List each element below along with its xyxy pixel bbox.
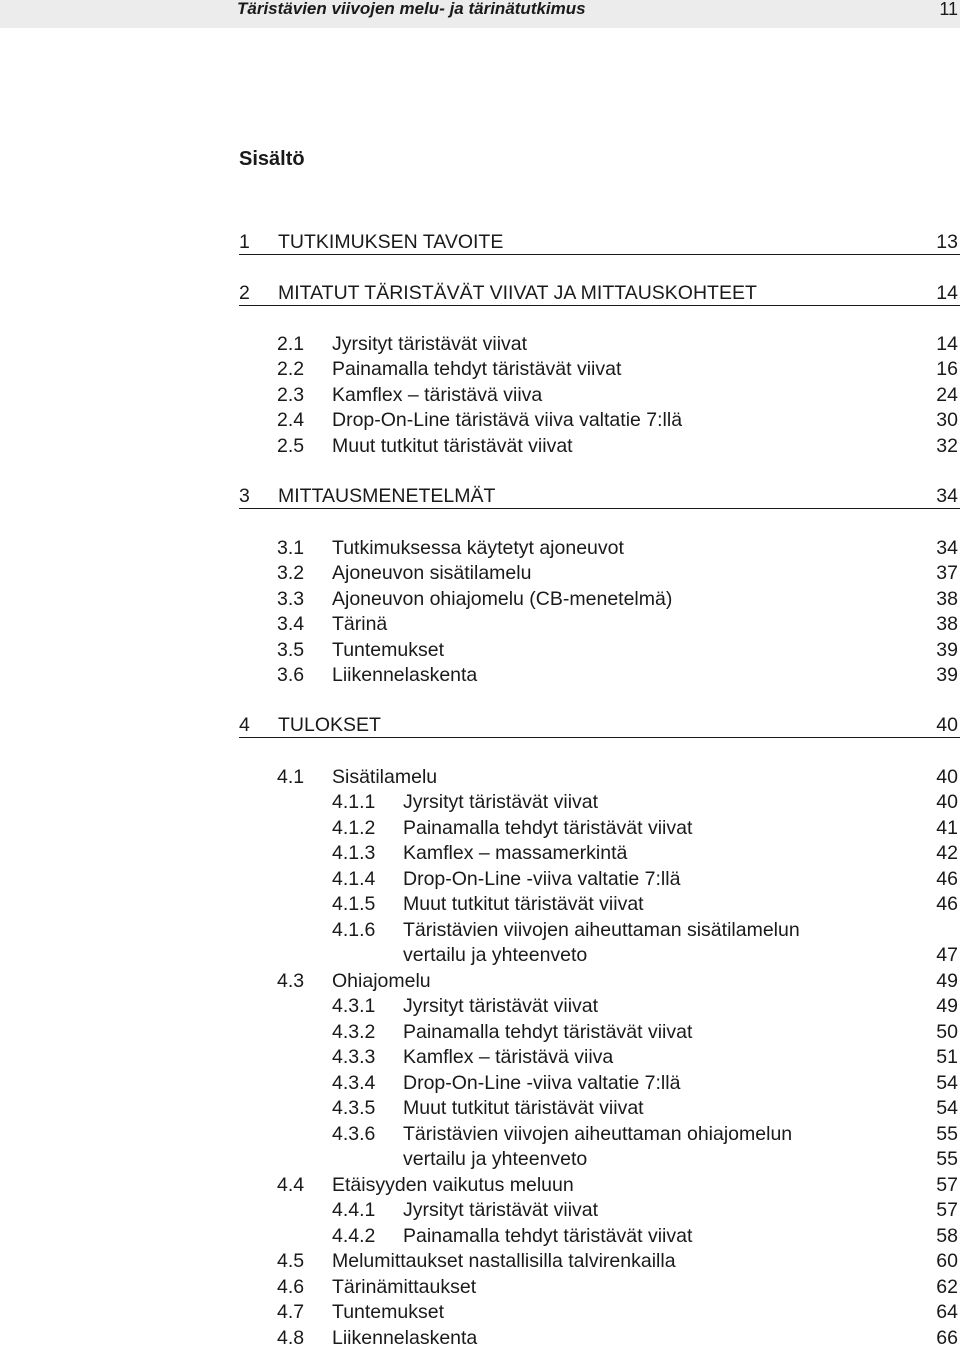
toc-entry-page: 34 [936,485,958,507]
toc-entry-page: 38 [936,613,958,635]
toc-entry-page: 40 [936,766,958,788]
toc-entry-title: Liikennelaskenta [332,664,478,686]
toc-entry[interactable] [0,587,960,612]
toc-entry-title: Tuntemukset [332,1301,444,1323]
toc-entry-number: 4 [239,714,250,736]
toc-entry-number: 3.5 [277,639,305,661]
toc-entry-number: 4.3.1 [332,995,376,1017]
toc-entry[interactable] [0,943,960,968]
toc-entry-title: Liikennelaskenta [332,1327,478,1349]
toc-entry-number: 2 [239,282,250,304]
toc-entry-number: 4.4.2 [332,1225,376,1247]
toc-entry-title: Drop-On-Line -viiva valtatie 7:llä [403,868,681,890]
header-title: Täristävien viivojen melu- ja tärinätutkimus [237,0,586,18]
toc-entry-title: Kamflex – täristävä viiva [403,1046,614,1068]
toc-entry-number: 2.4 [277,409,305,431]
toc-entry-page: 55 [936,1148,958,1170]
toc-entry[interactable] [0,1122,960,1147]
toc-entry-title: Jyrsityt täristävät viivat [403,995,599,1017]
toc-entry-title: Ajoneuvon ohiajomelu (CB-menetelmä) [332,588,673,610]
toc-entry-title: TULOKSET [278,714,381,736]
toc-entry-title: Tärinämittaukset [332,1276,477,1298]
toc-entry-title: Kamflex – massamerkintä [403,842,628,864]
toc-entry[interactable] [0,1020,960,1045]
toc-entry-number: 4.3.4 [332,1072,376,1094]
toc-entry-number: 3.6 [277,664,305,686]
toc-entry-number: 2.2 [277,358,305,380]
toc-entry-title: TUTKIMUKSEN TAVOITE [278,231,504,253]
toc-entry-title: MITATUT TÄRISTÄVÄT VIIVAT JA MITTAUSKOHTEET [278,282,757,304]
toc-entry-page: 47 [936,944,958,966]
toc-entry-page: 16 [936,358,958,380]
toc-entry[interactable] [0,561,960,586]
toc-entry-title: Jyrsityt täristävät viivat [332,333,528,355]
toc-entry-number: 1 [239,231,250,253]
toc-chapter-entry[interactable] [239,713,960,738]
toc-entry[interactable] [0,1249,960,1274]
toc-entry-number: 4.1.2 [332,817,376,839]
toc-entry[interactable] [0,790,960,815]
toc-entry-page: 64 [936,1301,958,1323]
toc-entry-number: 4.1.1 [332,791,376,813]
toc-entry-number: 3.3 [277,588,305,610]
toc-entry-number: 4.6 [277,1276,305,1298]
toc-entry[interactable] [0,1326,960,1351]
toc-entry-title: vertailu ja yhteenveto [403,944,588,966]
toc-entry-number: 4.1 [277,766,305,788]
header-page-number: 11 [939,0,958,19]
toc-entry[interactable] [0,332,960,357]
toc-entry-page: 39 [936,639,958,661]
toc-entry[interactable] [0,892,960,917]
toc-entry-page: 40 [936,714,958,736]
toc-entry-number: 4.3.3 [332,1046,376,1068]
toc-entry[interactable] [0,536,960,561]
toc-entry-number: 4.1.5 [332,893,376,915]
toc-entry-title: Muut tutkitut täristävät viivat [403,1097,644,1119]
toc-entry[interactable] [0,969,960,994]
toc-entry[interactable] [0,1224,960,1249]
toc-entry[interactable] [0,1173,960,1198]
toc-entry-page: 57 [936,1199,958,1221]
toc-entry-page: 34 [936,537,958,559]
toc-entry-page: 54 [936,1072,958,1094]
toc-entry-number: 4.4 [277,1174,305,1196]
toc-entry[interactable] [0,408,960,433]
toc-entry-page: 38 [936,588,958,610]
toc-entry[interactable] [0,638,960,663]
toc-entry-title: Painamalla tehdyt täristävät viivat [403,1021,693,1043]
toc-entry-title: Ohiajomelu [332,970,431,992]
toc-entry-title: Muut tutkitut täristävät viivat [403,893,644,915]
toc-entry[interactable] [0,1198,960,1223]
toc-entry-page: 46 [936,868,958,890]
toc-entry-number: 3 [239,485,250,507]
toc-entry-number: 3.4 [277,613,305,635]
toc-entry-page: 54 [936,1097,958,1119]
toc-entry-page: 50 [936,1021,958,1043]
toc-entry-title: Melumittaukset nastallisilla talvirenkailla [332,1250,676,1272]
toc-entry-number: 2.3 [277,384,305,406]
toc-entry[interactable] [0,357,960,382]
toc-entry-page: 51 [936,1046,958,1068]
toc-entry-page: 60 [936,1250,958,1272]
toc-entry[interactable] [0,867,960,892]
toc-entry-number: 4.3.5 [332,1097,376,1119]
toc-entry-page: 30 [936,409,958,431]
toc-entry-title: Täristävien viivojen aiheuttaman ohiajomelun [403,1123,793,1145]
toc-entry-number: 4.5 [277,1250,305,1272]
toc-entry-title: Tuntemukset [332,639,444,661]
toc-entry-page: 39 [936,664,958,686]
toc-entry-title: Drop-On-Line -viiva valtatie 7:llä [403,1072,681,1094]
toc-entry[interactable] [0,1071,960,1096]
toc-entry[interactable] [0,994,960,1019]
toc-entry[interactable] [0,612,960,637]
toc-entry-page: 49 [936,995,958,1017]
toc-entry-page: 14 [936,282,958,304]
toc-entry[interactable] [0,434,960,459]
toc-entry[interactable] [0,816,960,841]
toc-entry-title: Kamflex – täristävä viiva [332,384,543,406]
toc-entry-page: 41 [936,817,958,839]
toc-entry-page: 14 [936,333,958,355]
toc-entry-number: 4.1.6 [332,919,376,941]
toc-entry-title: Painamalla tehdyt täristävät viivat [403,817,693,839]
toc-entry-title: Tutkimuksessa käytetyt ajoneuvot [332,537,624,559]
toc-entry[interactable] [0,1275,960,1300]
toc-entry-title: Täristävien viivojen aiheuttaman sisätilamelun [403,919,800,941]
toc-entry-number: 2.1 [277,333,305,355]
toc-entry[interactable] [0,841,960,866]
toc-entry[interactable] [0,1300,960,1325]
toc-entry-number: 2.5 [277,435,305,457]
toc-entry-number: 4.1.4 [332,868,376,890]
toc-entry-title: vertailu ja yhteenveto [403,1148,588,1170]
toc-entry-page: 62 [936,1276,958,1298]
toc-entry-title: Jyrsityt täristävät viivat [403,1199,599,1221]
toc-heading: Sisältö [239,148,305,170]
toc-entry[interactable] [0,765,960,790]
toc-entry-number: 4.4.1 [332,1199,376,1221]
toc-entry-title: Painamalla tehdyt täristävät viivat [332,358,622,380]
toc-entry-page: 57 [936,1174,958,1196]
toc-entry-title: Muut tutkitut täristävät viivat [332,435,573,457]
toc-entry-page: 55 [936,1123,958,1145]
toc-entry-title: Drop-On-Line täristävä viiva valtatie 7:llä [332,409,683,431]
toc-chapter-entry[interactable] [239,281,960,306]
toc-entry-page: 37 [936,562,958,584]
toc-entry-title: Jyrsityt täristävät viivat [403,791,599,813]
toc-entry-page: 66 [936,1327,958,1349]
toc-entry-title: Ajoneuvon sisätilamelu [332,562,532,584]
toc-entry-number: 3.2 [277,562,305,584]
toc-entry-page: 40 [936,791,958,813]
toc-entry[interactable] [0,918,960,943]
toc-entry-number: 4.3.6 [332,1123,376,1145]
toc-entry[interactable] [0,1045,960,1070]
toc-entry-page: 46 [936,893,958,915]
toc-entry-page: 49 [936,970,958,992]
toc-chapter-entry[interactable] [239,230,960,255]
toc-entry-page: 58 [936,1225,958,1247]
toc-entry-number: 4.3 [277,970,305,992]
toc-entry-title: Etäisyyden vaikutus meluun [332,1174,574,1196]
toc-entry-number: 4.1.3 [332,842,376,864]
toc-entry-page: 13 [936,231,958,253]
toc-entry[interactable] [0,383,960,408]
toc-entry-title: Sisätilamelu [332,766,438,788]
toc-entry-title: Tärinä [332,613,388,635]
toc-entry-page: 24 [936,384,958,406]
toc-entry-number: 4.7 [277,1301,305,1323]
toc-entry[interactable] [0,1096,960,1121]
toc-entry-number: 3.1 [277,537,305,559]
toc-entry-title: Painamalla tehdyt täristävät viivat [403,1225,693,1247]
toc-entry-number: 4.3.2 [332,1021,376,1043]
toc-entry-title: MITTAUSMENETELMÄT [278,485,496,507]
toc-entry[interactable] [0,1147,960,1172]
toc-chapter-entry[interactable] [239,484,960,509]
toc-entry-number: 4.8 [277,1327,305,1349]
toc-entry[interactable] [0,663,960,688]
toc-entry-page: 32 [936,435,958,457]
running-header [0,0,960,28]
toc-entry-page: 42 [936,842,958,864]
